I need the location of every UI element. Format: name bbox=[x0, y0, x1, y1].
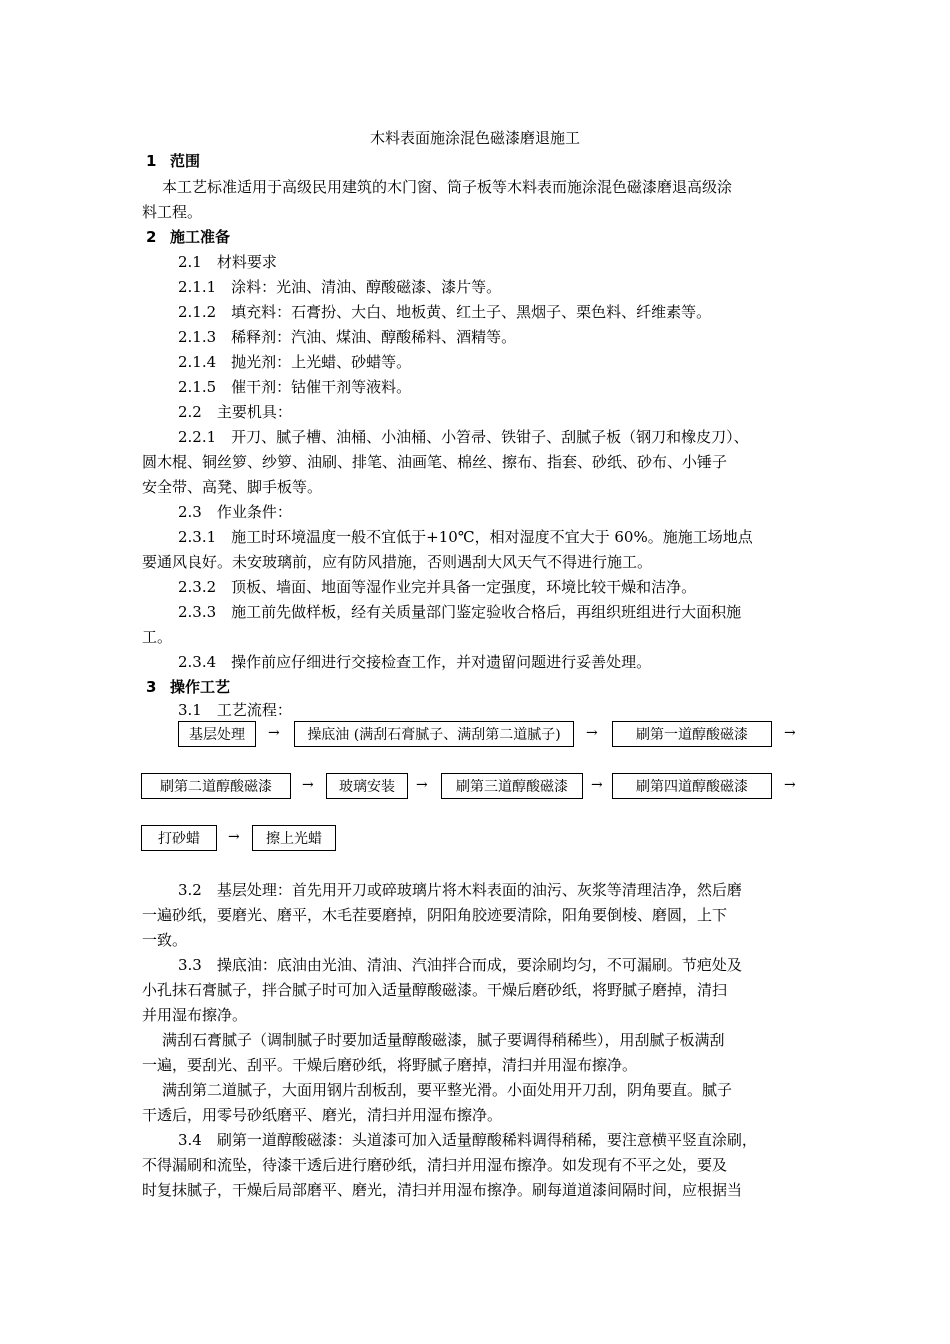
paragraph-line: 2.1.5 催干剂：钴催干剂等液料。 bbox=[178, 378, 412, 396]
flow-arrow: → bbox=[784, 777, 796, 793]
section-1-number: 1 bbox=[146, 152, 157, 170]
section-3-heading: 操作工艺 bbox=[170, 678, 231, 696]
flow-arrow: → bbox=[228, 829, 240, 845]
paragraph-line: 3.3 操底油：底油由光油、清油、汽油拌合而成，要涂刷均匀，不可漏刷。节疤处及 bbox=[178, 956, 742, 974]
flow-step-box: 刷第四道醇酸磁漆 bbox=[612, 773, 772, 799]
paragraph-line: 时复抹腻子，干燥后局部磨平、磨光，清扫并用湿布擦净。刷每道道漆间隔时间，应根据当 bbox=[142, 1181, 743, 1199]
paragraph-line: 2.1.2 填充料：石膏扮、大白、地板黄、红土子、黑烟子、栗色料、纤维素等。 bbox=[178, 303, 712, 321]
paragraph-line: 2.1 材料要求 bbox=[178, 253, 277, 271]
paragraph-line: 要通风良好。未安玻璃前，应有防风措施，否则遇刮大风天气不得进行施工。 bbox=[142, 553, 653, 571]
flow-arrow: → bbox=[416, 777, 428, 793]
flow-step-box: 刷第三道醇酸磁漆 bbox=[441, 773, 583, 799]
paragraph-line: 满刮石膏腻子（调制腻子时要加适量醇酸磁漆，腻子要调得稍稀些），用刮腻子板满刮 bbox=[162, 1031, 725, 1049]
paragraph-line: 2.1.1 涂料：光油、清油、醇酸磁漆、漆片等。 bbox=[178, 278, 502, 296]
section-1-heading: 范围 bbox=[170, 152, 201, 170]
paragraph-line: 一致。 bbox=[142, 931, 188, 949]
paragraph-line: 3.1 工艺流程： bbox=[178, 701, 292, 719]
paragraph-line: 2.2.1 开刀、腻子槽、油桶、小油桶、小笤帚、铁钳子、刮腻子板（钢刀和橡皮刀）、 bbox=[178, 428, 749, 446]
paragraph-line: 并用湿布擦净。 bbox=[142, 1006, 248, 1024]
flow-arrow: → bbox=[586, 725, 598, 741]
paragraph-line: 2.3.4 操作前应仔细进行交接检查工作，并对遗留问题进行妥善处理。 bbox=[178, 653, 652, 671]
flow-step-box: 擦上光蜡 bbox=[252, 825, 336, 851]
paragraph-line: 2.3 作业条件： bbox=[178, 503, 292, 521]
flow-arrow: → bbox=[591, 777, 603, 793]
paragraph-line: 一遍，要刮光、刮平。干燥后磨砂纸，将野腻子磨掉，清扫并用湿布擦净。 bbox=[142, 1056, 638, 1074]
flow-arrow: → bbox=[784, 725, 796, 741]
flow-step-box: 基层处理 bbox=[178, 721, 256, 747]
paragraph-line: 本工艺标准适用于高级民用建筑的木门窗、筒子板等木料表而施涂混色磁漆磨退高级涂 bbox=[162, 178, 733, 196]
paragraph-line: 2.1.3 稀释剂：汽油、煤油、醇酸稀料、酒精等。 bbox=[178, 328, 517, 346]
paragraph-line: 干透后，用零号砂纸磨平、磨光，清扫并用湿布擦净。 bbox=[142, 1106, 503, 1124]
paragraph-line: 不得漏刷和流坠，待漆干透后进行磨砂纸，清扫并用湿布擦净。如发现有不平之处，要及 bbox=[142, 1156, 728, 1174]
flow-step-box: 玻璃安装 bbox=[326, 773, 408, 799]
paragraph-line: 工。 bbox=[142, 628, 173, 646]
flow-arrow: → bbox=[268, 725, 280, 741]
document-title: 木料表面施涂混色磁漆磨退施工 bbox=[369, 129, 580, 147]
paragraph-line: 安全带、高凳、脚手板等。 bbox=[142, 478, 323, 496]
paragraph-line: 2.1.4 抛光剂：上光蜡、砂蜡等。 bbox=[178, 353, 412, 371]
paragraph-line: 3.4 刷第一道醇酸磁漆：头道漆可加入适量醇酸稀料调得稍稀，要注意横平竖直涂刷， bbox=[178, 1131, 757, 1149]
paragraph-line: 料工程。 bbox=[142, 203, 203, 221]
paragraph-line: 2.3.2 顶板、墙面、地面等湿作业完并具备一定强度，环境比较干燥和洁净。 bbox=[178, 578, 697, 596]
section-3-number: 3 bbox=[146, 678, 157, 696]
paragraph-line: 3.2 基层处理：首先用开刀或碎玻璃片将木料表面的油污、灰浆等清理洁净，然后磨 bbox=[178, 881, 742, 899]
paragraph-line: 2.3.3 施工前先做样板，经有关质量部门鉴定验收合格后，再组织班组进行大面积施 bbox=[178, 603, 742, 621]
flow-step-box: 操底油 (满刮石膏腻子、满刮第二道腻子) bbox=[294, 721, 574, 747]
flow-step-box: 刷第一道醇酸磁漆 bbox=[612, 721, 772, 747]
paragraph-line: 2.2 主要机具： bbox=[178, 403, 292, 421]
section-2-number: 2 bbox=[146, 228, 157, 246]
flow-step-box: 刷第二道醇酸磁漆 bbox=[141, 773, 291, 799]
paragraph-line: 一遍砂纸，要磨光、磨平，木毛茬要磨掉，阴阳角胶迹要清除，阳角要倒棱、磨圆，上下 bbox=[142, 906, 728, 924]
paragraph-line: 2.3.1 施工时环境温度一般不宜低于+10℃，相对湿度不宜大于 60%。施施工场地点 bbox=[178, 528, 753, 546]
paragraph-line: 小孔抹石膏腻子，拌合腻子时可加入适量醇酸磁漆。干燥后磨砂纸，将野腻子磨掉，清扫 bbox=[142, 981, 728, 999]
section-2-heading: 施工准备 bbox=[170, 228, 231, 246]
paragraph-line: 满刮第二道腻子，大面用钢片刮板刮，要平整光滑。小面处用开刀刮，阴角要直。腻子 bbox=[162, 1081, 733, 1099]
flow-arrow: → bbox=[302, 777, 314, 793]
flow-step-box: 打砂蜡 bbox=[141, 825, 217, 851]
paragraph-line: 圆木棍、铜丝箩、纱箩、油刷、排笔、油画笔、棉丝、擦布、指套、砂纸、砂布、小锤子 bbox=[142, 453, 728, 471]
